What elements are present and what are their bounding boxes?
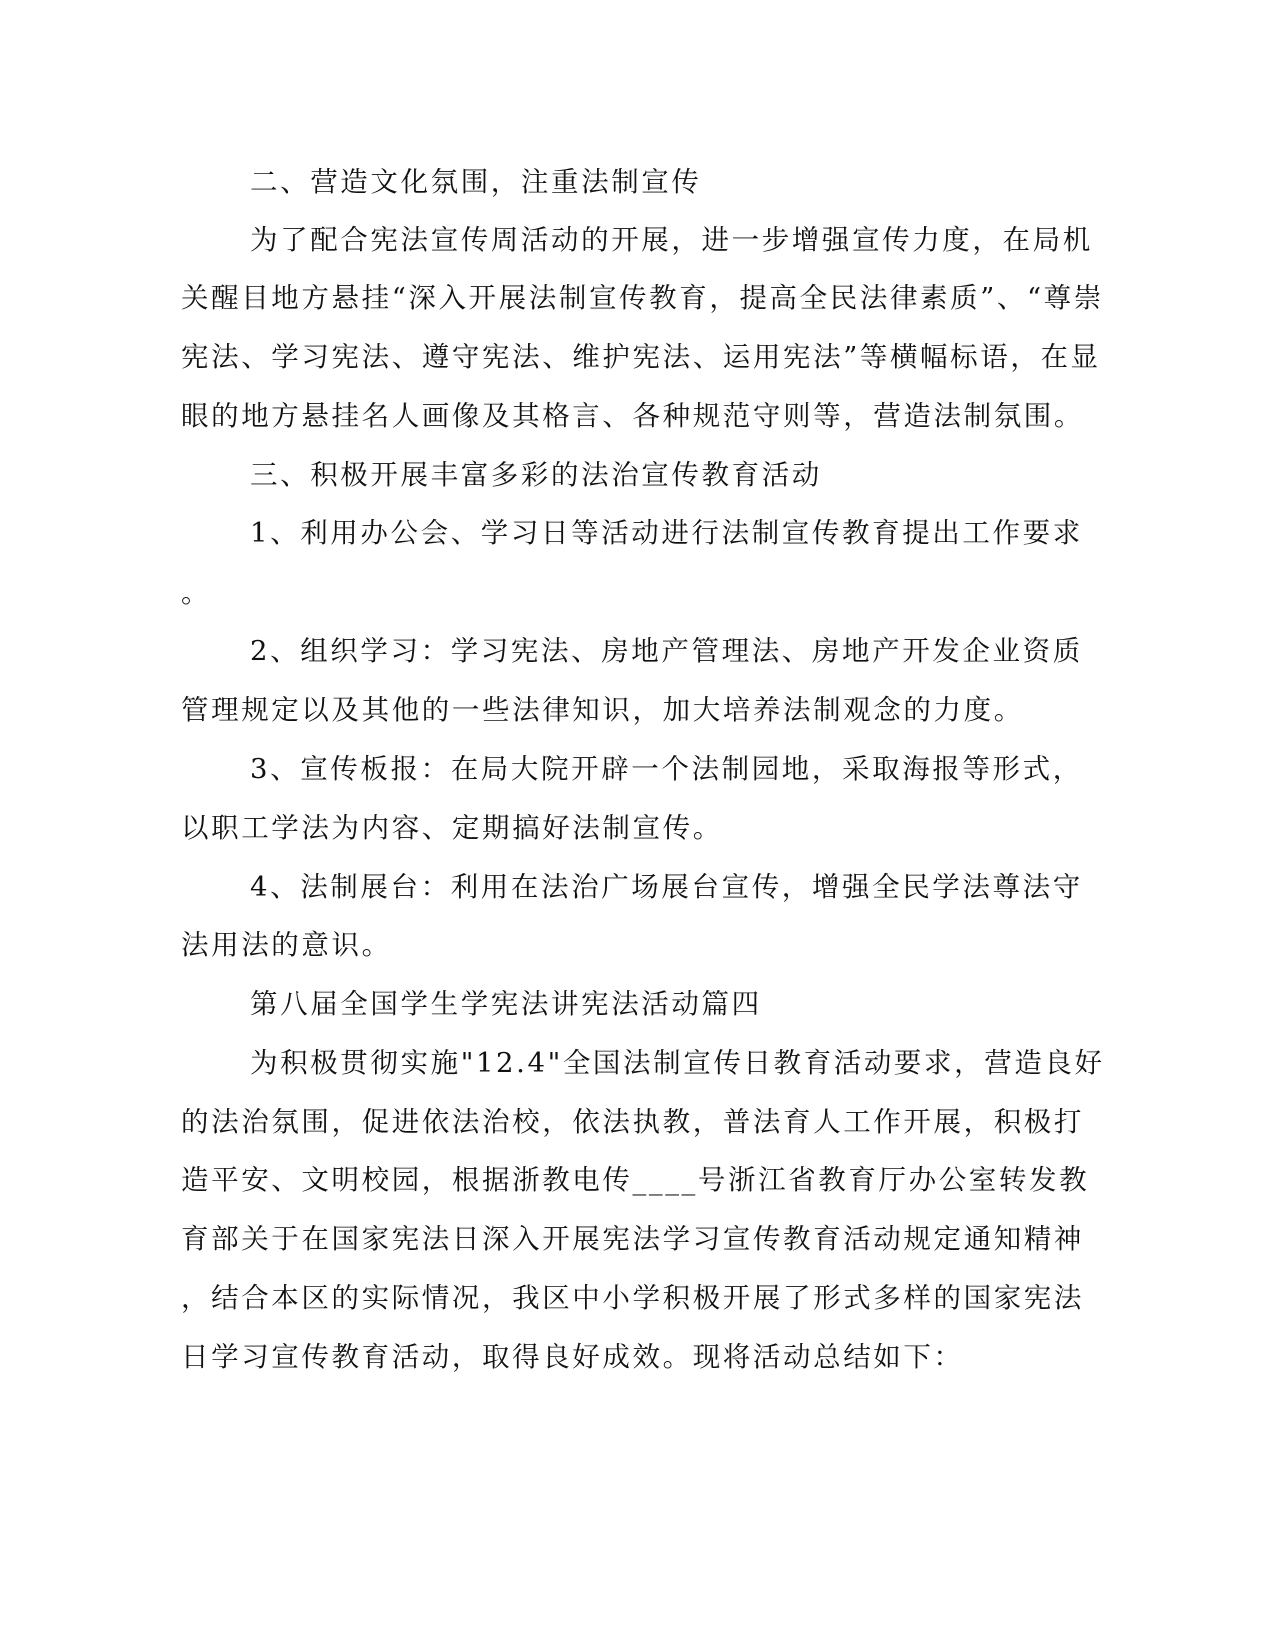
paragraph-line: 日学习宣传教育活动，取得良好成效。现将活动总结如下： (181, 1341, 964, 1373)
paragraph-line: 关醒目地方悬挂“深入开展法制宣传教育，提高全民法律素质”、“尊崇 (181, 282, 1104, 314)
paragraph-line: 为积极贯彻实施"12.4"全国法制宣传日教育活动要求，营造良好 (250, 1047, 1105, 1079)
paragraph-line: 育部关于在国家宪法日深入开展宪法学习宣传教育活动规定通知精神 (181, 1223, 1084, 1255)
list-item-4: 4、法制展台：利用在法治广场展台宣传，增强全民学法尊法守 (250, 871, 1083, 903)
list-item-1: 1、利用办公会、学习日等活动进行法制宣传教育提出工作要求 (250, 517, 1083, 549)
paragraph-line: 以职工学法为内容、定期搞好法制宣传。 (181, 812, 723, 844)
list-item-3: 3、宣传板报：在局大院开辟一个法制园地，采取海报等形式， (250, 753, 1083, 785)
article-title: 第八届全国学生学宪法讲宪法活动篇四 (250, 988, 762, 1020)
section-heading-3: 三、积极开展丰富多彩的法治宣传教育活动 (250, 459, 822, 491)
paragraph-line: 造平安、文明校园，根据浙教电传____号浙江省教育厅办公室转发教 (181, 1164, 1090, 1196)
paragraph-line: 眼的地方悬挂名人画像及其格言、各种规范守则等，营造法制氛围。 (181, 400, 1084, 432)
list-item-2: 2、组织学习：学习宪法、房地产管理法、房地产开发企业资质 (250, 635, 1083, 667)
paragraph-line: 管理规定以及其他的一些法律知识，加大培养法制观念的力度。 (181, 694, 1024, 726)
paragraph-line: 为了配合宪法宣传周活动的开展，进一步增强宣传力度，在局机 (250, 224, 1093, 256)
paragraph-line: ，结合本区的实际情况，我区中小学积极开展了形式多样的国家宪法 (181, 1282, 1084, 1314)
paragraph-line: 宪法、学习宪法、遵守宪法、维护宪法、运用宪法”等横幅标语，在显 (181, 341, 1101, 373)
paragraph-line: 。 (181, 577, 212, 609)
paragraph-line: 的法治氛围，促进依法治校，依法执教，普法育人工作开展，积极打 (181, 1106, 1084, 1138)
paragraph-line: 法用法的意识。 (181, 929, 392, 961)
section-heading-2: 二、营造文化氛围，注重法制宣传 (250, 166, 702, 198)
